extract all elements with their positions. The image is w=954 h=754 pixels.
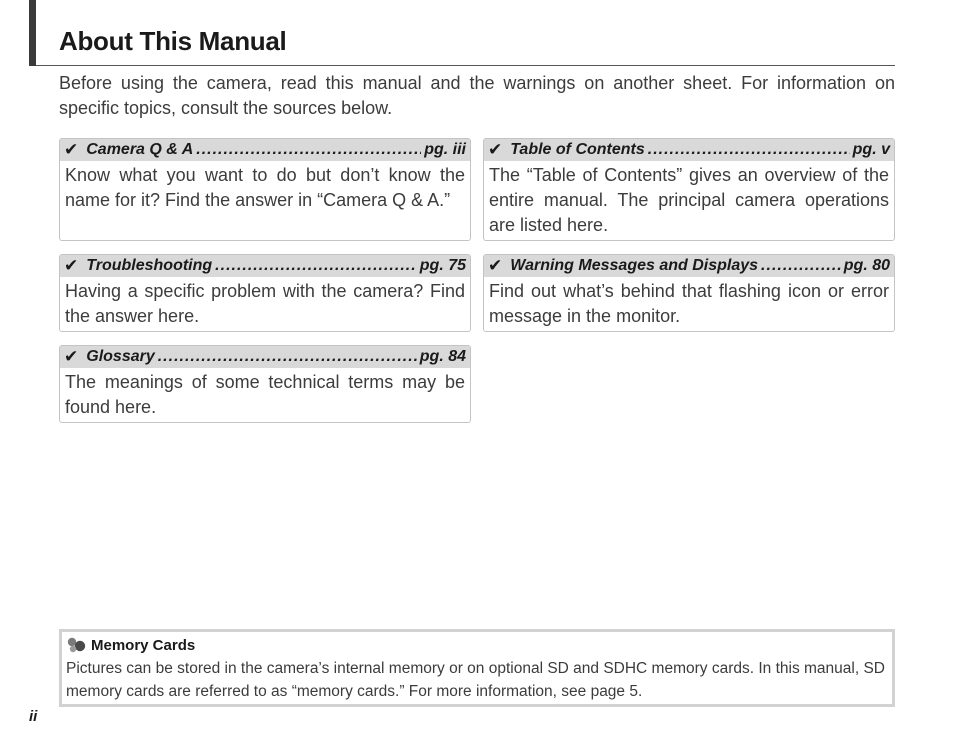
reference-title: Camera Q & A <box>86 141 194 158</box>
dot-leader <box>761 257 841 275</box>
dot-leader <box>648 141 850 159</box>
reference-page-link[interactable]: pg. iii <box>424 141 466 158</box>
checkmark-icon: ✔ <box>64 347 79 366</box>
reference-header[interactable] <box>60 255 470 277</box>
reference-description: Having a specific problem with the camera? Find the answer here. <box>65 281 465 326</box>
dot-leader <box>196 141 421 159</box>
memory-cards-note <box>59 629 895 707</box>
note-icon <box>66 637 88 653</box>
intro-paragraph: Before using the camera, read this manual and the warnings on another sheet. For information on specific topics, consult the sources below. <box>59 73 895 118</box>
reference-description: The “Table of Contents” gives an overview of the entire manual. The principal camera operations are listed here. <box>489 165 889 235</box>
page-title: About This Manual <box>59 26 287 56</box>
reference-header[interactable] <box>484 139 894 161</box>
checkmark-icon: ✔ <box>64 256 79 275</box>
reference-warning-messages <box>483 254 895 332</box>
note-body: Pictures can be stored in the camera’s internal memory or on optional SD and SDHC memory cards. In this manual, SD memory cards are referred to as “memory cards.” For more information, see page 5. <box>66 660 885 700</box>
reference-description: Find out what’s behind that flashing icon or error message in the monitor. <box>489 281 889 326</box>
note-header <box>66 634 887 656</box>
reference-description: The meanings of some technical terms may be found here. <box>65 372 465 417</box>
reference-description: Know what you want to do but don’t know the name for it? Find the answer in “Camera Q & A.” <box>65 165 465 210</box>
title-rule <box>36 65 895 66</box>
reference-page-link[interactable]: pg. 75 <box>419 257 466 274</box>
page-number: ii <box>29 708 38 725</box>
reference-title: Table of Contents <box>510 141 645 158</box>
reference-troubleshooting <box>59 254 471 332</box>
reference-title: Troubleshooting <box>86 257 213 274</box>
reference-header[interactable] <box>60 346 470 368</box>
checkmark-icon: ✔ <box>64 140 79 159</box>
reference-title: Warning Messages and Displays <box>510 257 759 274</box>
reference-glossary <box>59 345 471 423</box>
reference-page-link[interactable]: pg. 84 <box>419 348 466 365</box>
dot-leader <box>215 257 417 275</box>
dot-leader <box>158 348 417 366</box>
reference-header[interactable] <box>484 255 894 277</box>
note-title: Memory Cards <box>91 636 196 654</box>
reference-camera-qa <box>59 138 471 241</box>
reference-table-of-contents <box>483 138 895 241</box>
checkmark-icon: ✔ <box>488 140 503 159</box>
checkmark-icon: ✔ <box>488 256 503 275</box>
reference-page-link[interactable]: pg. 80 <box>843 257 890 274</box>
title-side-bar <box>29 0 36 66</box>
reference-header[interactable] <box>60 139 470 161</box>
reference-title: Glossary <box>86 348 155 365</box>
reference-page-link[interactable]: pg. v <box>852 141 890 158</box>
